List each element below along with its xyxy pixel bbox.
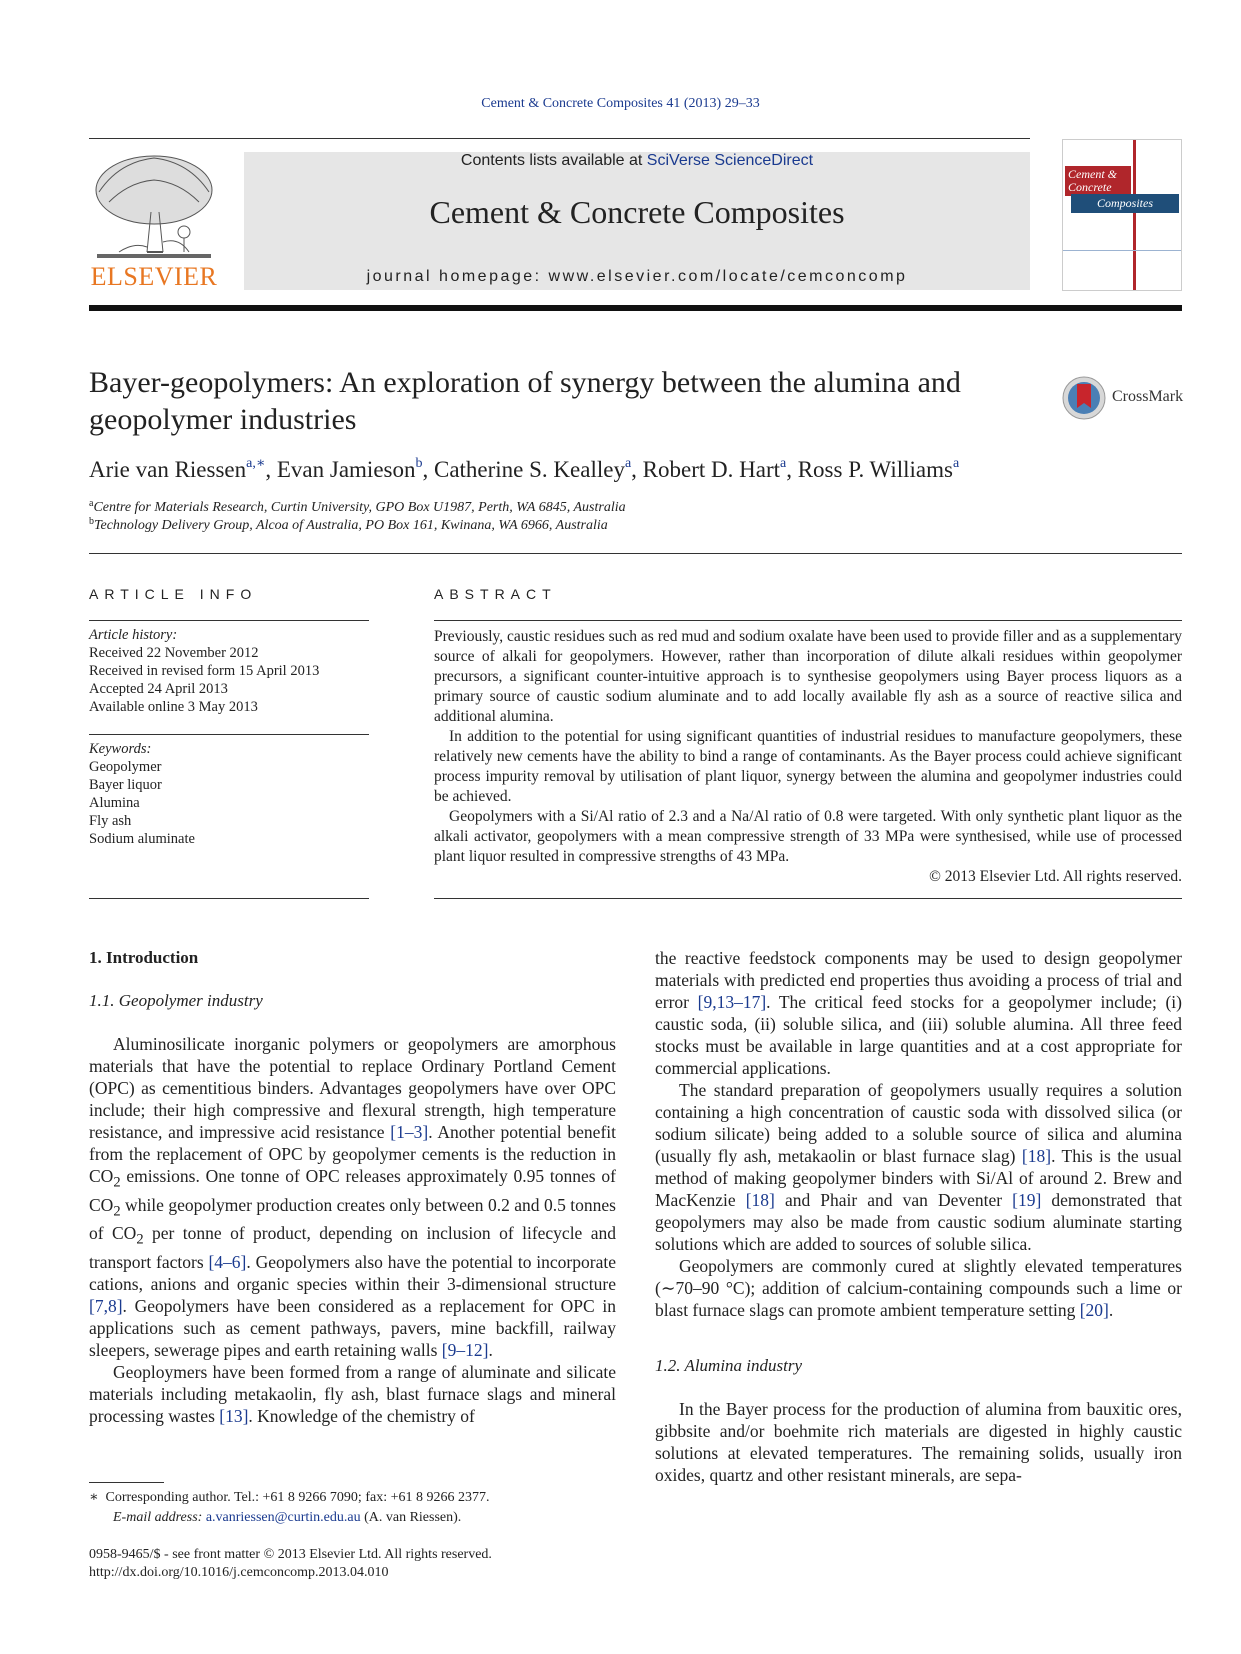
article-title: Bayer-geopolymers: An exploration of synergy between the alumina and geopolymer industries <box>89 366 961 436</box>
article-info-heading: ARTICLE INFO <box>89 586 258 602</box>
abstract-paragraph: In addition to the potential for using significant quantities of industrial residues to manufacture geopolymers, these relatively new cements have the ability to bind a range of contaminants. As the Bayer process could achieve significant process impurity removal by utilisation of plant liquor, synergy between the alumina and geopolymer industries could be achieved. <box>434 728 1182 805</box>
elsevier-tree-icon <box>89 152 219 262</box>
author[interactable]: Catherine S. Kealley$^a$ <box>433 456 632 482</box>
header-thick-rule <box>89 305 1182 311</box>
citation-link[interactable]: [13] <box>219 1405 249 1426</box>
journal-name: Cement & Concrete Composites <box>429 194 845 230</box>
keyword: Alumina <box>89 795 140 811</box>
article-info-bottom-rule <box>89 898 369 899</box>
affiliation-rule <box>89 553 1182 554</box>
history-online: Available online 3 May 2013 <box>89 699 258 715</box>
body-paragraph: In the Bayer process for the production of alumina from bauxitic ores, gibbsite and/or boehmite rich materials are digested in highly caustic solutions at elevated temperatures. The remaining solids, usually iron oxides, quartz and other resistant minerals, are sepa- <box>655 1399 1182 1485</box>
cover-line <box>1063 250 1181 251</box>
history-accepted: Accepted 24 April 2013 <box>89 681 228 697</box>
affiliation-a: $^a$Centre for Materials Research, Curtin University, GPO Box U1987, Perth, WA 6845, Australia <box>89 498 626 515</box>
citation-link[interactable]: [4–6] <box>208 1251 247 1272</box>
subsection-heading: 1.1. Geopolymer industry <box>89 991 263 1010</box>
abstract-rule <box>434 620 1182 621</box>
journal-banner <box>244 152 1030 290</box>
history-received: Received 22 November 2012 <box>89 645 259 661</box>
author[interactable]: Robert D. Hart$^a$ <box>642 456 787 482</box>
keyword: Fly ash <box>89 813 132 829</box>
body-left-column <box>89 947 616 1427</box>
elsevier-logo[interactable] <box>89 152 219 292</box>
abstract-bottom-rule <box>434 898 1182 899</box>
citation-link[interactable]: [1–3] <box>390 1122 429 1142</box>
journal-cover[interactable] <box>1062 139 1182 291</box>
author[interactable]: Arie van Riessen$^{a,∗}$ <box>89 456 266 482</box>
cover-title-bottom: Composites <box>1071 194 1179 213</box>
keywords: Keywords: Geopolymer Bayer liquor Alumina Fly ash Sodium aluminate <box>89 740 369 848</box>
abstract-copyright: © 2013 Elsevier Ltd. All rights reserved. <box>929 868 1182 885</box>
article-history: Article history: Received 22 November 2012 Received in revised form 15 April 2013 Accepted 24 April 2013 Available online 3 May 2013 <box>89 626 369 716</box>
footnote-rule <box>89 1482 164 1483</box>
author-list: Arie van Riessen$^{a,∗}$, Evan Jamieson$^b$, Catherine S. Kealley$^a$, Robert D. Hart$^a$, Ross P. Williams$^a$ <box>89 456 960 482</box>
body-paragraph: The standard preparation of geopolymers usually requires a solution containing a high concentration of caustic soda with dissolved silica (or sodium silicate) being added to a soluble source of silica and alumina (usually fly ash, metakaolin or blast furnace slag) [18]. This is the usual method of making geopolymer binders with Si/Al of around 2. Brew and MacKenzie [18] and Phair and van Deventer [19] demonstrated that geopolymers may also be made from caustic sodium aluminate starting solutions which are added to sources of soluble silica. <box>655 1080 1182 1254</box>
author[interactable]: Ross P. Williams$^a$ <box>797 456 960 482</box>
citation-link[interactable]: [18] <box>1021 1146 1052 1166</box>
article-info-rule <box>89 620 369 621</box>
affiliation-b: $^b$Technology Delivery Group, Alcoa of Australia, PO Box 161, Kwinana, WA 6966, Australia <box>89 516 608 533</box>
elsevier-wordmark: ELSEVIER <box>90 262 218 291</box>
keywords-rule <box>89 734 369 735</box>
history-revised: Received in revised form 15 April 2013 <box>89 663 320 679</box>
journal-citation[interactable]: Cement & Concrete Composites 41 (2013) 29–33 <box>481 96 760 111</box>
abstract-body <box>434 627 1182 887</box>
body-paragraph: the reactive feedstock components may be used to design geopolymer materials with predicted end properties thus avoiding a process of trial and error [9,13–17]. The critical feed stocks for a geopolymer include; (i) caustic soda, (ii) soluble silica, and (iii) soluble alumina. All three feed stocks must be available in large quantities and at a cost appropriate for commercial applications. <box>655 948 1182 1078</box>
contents-line: Contents lists available at SciVerse ScienceDirect <box>460 152 814 169</box>
doi-link[interactable]: http://dx.doi.org/10.1016/j.cemconcomp.2013.04.010 <box>89 1565 389 1580</box>
citation-link[interactable]: [18] <box>745 1190 775 1210</box>
citation-link[interactable]: [7,8] <box>89 1295 123 1316</box>
crossmark-badge[interactable]: CrossMark <box>1062 374 1182 422</box>
citation-link[interactable]: [19] <box>1012 1190 1042 1210</box>
citation-link[interactable]: [9,13–17] <box>697 992 767 1012</box>
cover-title-top: Cement & Concrete <box>1065 166 1131 196</box>
corresponding-author-footnote: ∗ Corresponding author. Tel.: +61 8 9266 7090; fax: +61 8 9266 2377. E-mail address: a.vanriessen@curtin.edu.au (A. van Riessen). <box>89 1490 490 1525</box>
keyword: Geopolymer <box>89 759 162 775</box>
body-paragraph: Geopolymers are commonly cured at slightly elevated temperatures (∼70–90 °C); addition of calcium-containing compounds such a lime or blast furnace slags can promote ambient temperature setting [20]. <box>655 1256 1182 1320</box>
keyword: Bayer liquor <box>89 777 162 793</box>
keyword: Sodium aluminate <box>89 831 195 847</box>
section-heading: 1. Introduction <box>89 948 199 967</box>
author[interactable]: Evan Jamieson$^b$ <box>276 456 423 482</box>
abstract-heading: ABSTRACT <box>434 586 557 602</box>
abstract-paragraph: Geopolymers with a Si/Al ratio of 2.3 and a Na/Al ratio of 0.8 were targeted. With only synthetic plant liquor as the alkali activator, geopolymers with a mean compressive strength of 33 MPa were synthesised, while use of processed plant liquor resulted in compressive strengths of 43 MPa. <box>434 808 1182 865</box>
journal-homepage[interactable]: journal homepage: www.elsevier.com/locate/cemconcomp <box>366 268 908 285</box>
body-paragraph: Aluminosilicate inorganic polymers or geopolymers are amorphous materials that have the potential to replace Ordinary Portland Cement (OPC) as cementitious binders. Advantages geopolymers have over OPC include; their high compressive and flexural strength, high temperature resistance, and impressive acid resistance [1–3]. Another potential benefit from the replacement of OPC by geopolymer cements is the reduction in $CO_2$ emissions. One tonne of OPC releases approximately 0.95 tonnes of $CO_2$ while geopolymer production creates only between 0.2 and 0.5 tonnes of $CO_2$ per tonne of product, depending on inclusion of lifecycle and transport factors [4–6]. Geopolymers also have the potential to incorporate cations, anions and organic species within their 3-dimensional structure [7,8]. Geopolymers have been considered as a replacement for OPC in applications such as cement pathways, pavers, mine backfill, railway sleepers, sewerage pipes and earth retaining walls [9–12]. <box>89 1034 617 1360</box>
citation-link[interactable]: [9–12] <box>441 1339 489 1360</box>
body-right-column <box>655 947 1182 1486</box>
subsection-heading: 1.2. Alumina industry <box>655 1356 803 1375</box>
header-rule <box>89 138 1030 139</box>
abstract-paragraph: Previously, caustic residues such as red mud and sodium oxalate have been used to provide filler and as a supplementary source of alkali for geopolymers. However, rather than incorporation of dilute alkali residues within geopolymer precursors, a significant counter-intuitive approach is to synthesise geopolymers using Bayer process liquors as a primary source of caustic sodium aluminate and to add locally available fly ash as a source of reactive silica and additional alumina. <box>434 628 1182 725</box>
issn-line: 0958-9465/$ - see front matter © 2013 Elsevier Ltd. All rights reserved. <box>89 1547 492 1562</box>
cover-stripe <box>1133 140 1136 290</box>
crossmark-icon <box>1062 376 1106 420</box>
sciencedirect-link[interactable]: SciVerse ScienceDirect <box>646 152 814 169</box>
citation-link[interactable]: [20] <box>1079 1300 1109 1320</box>
email-link[interactable]: a.vanriessen@curtin.edu.au <box>205 1510 361 1525</box>
body-paragraph: Geoploymers have been formed from a range of aluminate and silicate materials including metakaolin, fly ash, blast furnace slags and mineral processing wastes [13]. Knowledge of the chemistry of <box>89 1361 616 1426</box>
